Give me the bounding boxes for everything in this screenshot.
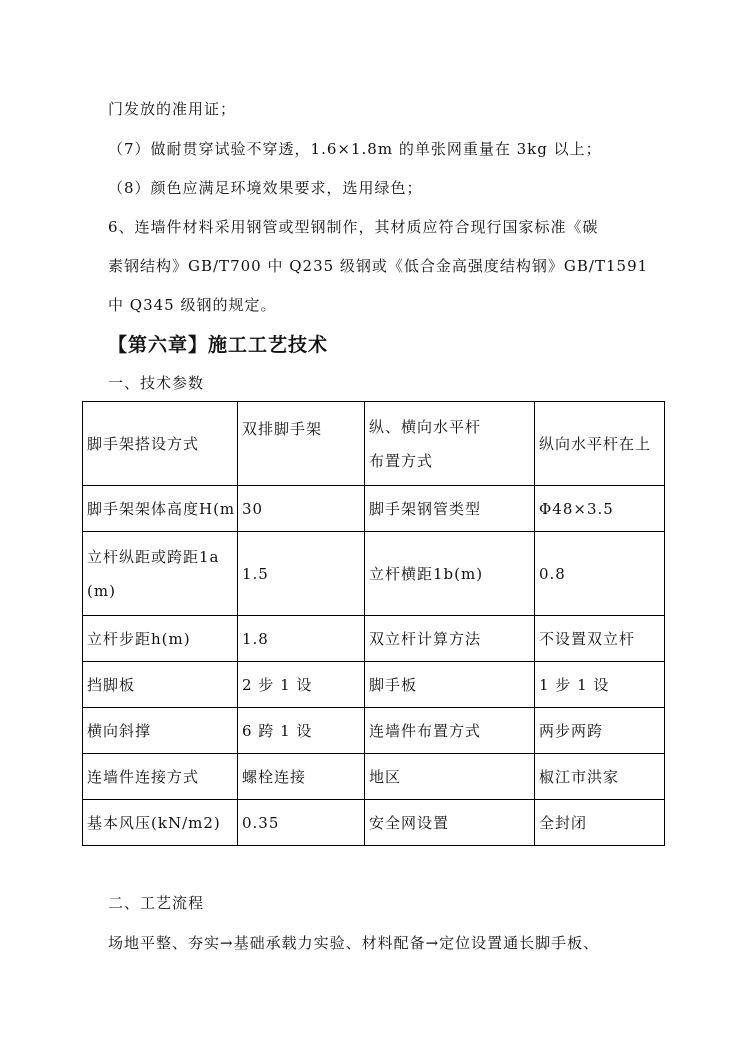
table-cell: 立杆纵距或跨距1a(m): [83, 532, 238, 616]
table-cell: 脚手架搭设方式: [83, 402, 238, 486]
table-row: [83, 486, 665, 532]
table-cell: 双排脚手架: [238, 402, 365, 486]
technical-parameters-table: [82, 401, 665, 846]
chapter-heading: 【第六章】施工工艺技术: [108, 334, 329, 356]
table-cell: 0.35: [238, 800, 365, 846]
paragraph-line-1: 门发放的准用证；: [108, 100, 237, 118]
table-cell: 挡脚板: [83, 662, 238, 708]
table-cell: 地区: [365, 754, 535, 800]
table-cell: 2 步 1 设: [238, 662, 365, 708]
table-cell: 1 步 1 设: [535, 662, 665, 708]
table-cell: 基本风压(kN/m2): [83, 800, 238, 846]
process-flow-text: 场地平整、夯实→基础承载力实验、材料配备→定位设置通长脚手板、: [108, 934, 600, 952]
table-cell: 1.8: [238, 616, 365, 662]
table-cell: 立杆步距h(m): [83, 616, 238, 662]
table-cell: 不设置双立杆: [535, 616, 665, 662]
table-cell: 30: [238, 486, 365, 532]
table-cell: 6 跨 1 设: [238, 708, 365, 754]
table-cell: 椒江市洪家: [535, 754, 665, 800]
table-cell: 脚手板: [365, 662, 535, 708]
table-cell: 0.8: [535, 532, 665, 616]
table-cell: 1.5: [238, 532, 365, 616]
paragraph-line-5: 素钢结构》GB/T700 中 Q235 级钢或《低合金高强度结构钢》GB/T1591: [108, 257, 649, 275]
table-row: [83, 708, 665, 754]
table-cell: 全封闭: [535, 800, 665, 846]
table-cell: 双立杆计算方法: [365, 616, 535, 662]
table-row: [83, 754, 665, 800]
table-row: [83, 800, 665, 846]
table-cell: 两步两跨: [535, 708, 665, 754]
table-cell: Φ48×3.5: [535, 486, 665, 532]
table-cell: 纵向水平杆在上: [535, 402, 665, 486]
table-cell: 脚手架架体高度H(m: [83, 486, 238, 532]
paragraph-line-6: 中 Q345 级钢的规定。: [108, 296, 277, 314]
table-cell: 立杆横距1b(m): [365, 532, 535, 616]
table-row: [83, 616, 665, 662]
table-cell: 横向斜撑: [83, 708, 238, 754]
paragraph-line-4: 6、连墙件材料采用钢管或型钢制作，其材质应符合现行国家标准《碳: [108, 218, 599, 236]
paragraph-line-3: （8）颜色应满足环境效果要求，选用绿色；: [108, 179, 423, 197]
table-cell: 连墙件连接方式: [83, 754, 238, 800]
table-row: [83, 402, 665, 486]
section-heading-technical-params: 一、技术参数: [108, 374, 205, 392]
table-cell: 连墙件布置方式: [365, 708, 535, 754]
table-cell: 脚手架钢管类型: [365, 486, 535, 532]
table-cell: 安全网设置: [365, 800, 535, 846]
table-row: [83, 662, 665, 708]
table-cell: 纵、横向水平杆布置方式: [365, 402, 535, 486]
table-cell: 螺栓连接: [238, 754, 365, 800]
table-row: [83, 532, 665, 616]
paragraph-line-2: （7）做耐贯穿试验不穿透，1.6×1.8m 的单张网重量在 3kg 以上；: [108, 140, 602, 158]
section-heading-process-flow: 二、工艺流程: [108, 894, 205, 912]
